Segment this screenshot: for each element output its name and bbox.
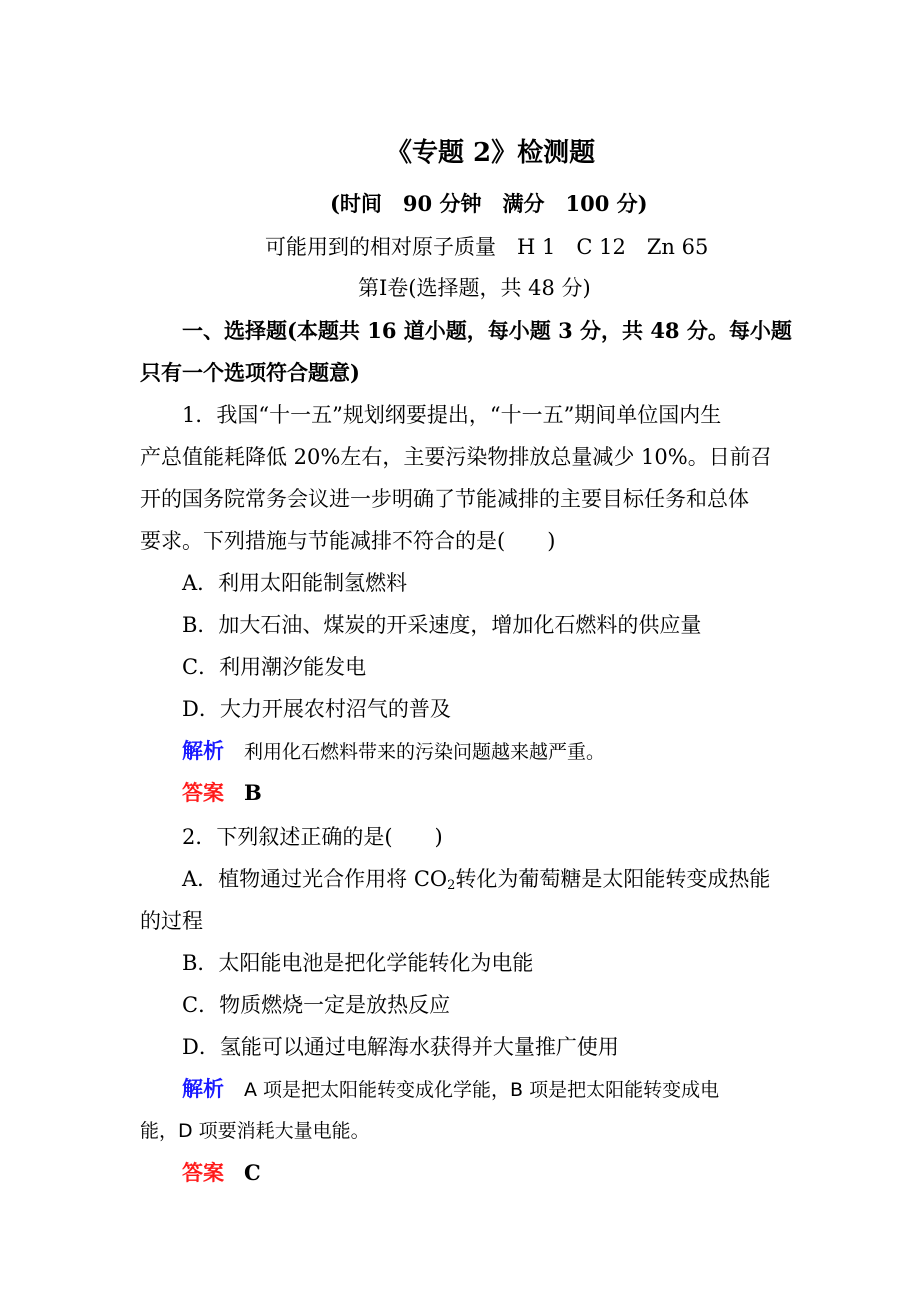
analysis-label: 解析 <box>182 738 224 763</box>
q2-answer-value: C <box>244 1160 261 1185</box>
q2-option-a-post: 转化为葡萄糖是太阳能转变成热能 <box>455 867 771 891</box>
q2-option-a-subscript: 2 <box>447 878 456 893</box>
q2-stem: 2．下列叙述正确的是( ) <box>182 825 443 849</box>
q1-answer <box>182 778 262 808</box>
q2-analysis <box>182 1074 719 1105</box>
answer-label: 答案 <box>182 1160 224 1185</box>
q1-analysis <box>182 736 605 767</box>
instructions-line-1: 一、选择题(本题共 16 道小题，每小题 3 分，共 48 分。每小题 <box>182 318 792 343</box>
q1-option-d: D．大力开展农村沼气的普及 <box>182 697 451 721</box>
q2-option-a-pre: A．植物通过光合作用将 CO <box>182 867 448 891</box>
exam-meta: (时间 90 分钟 满分 100 分) <box>330 191 648 216</box>
q1-stem-line-2: 产总值能耗降低 20%左右，主要污染物排放总量减少 10%。日前召 <box>140 445 772 469</box>
q2-answer <box>182 1158 261 1188</box>
q1-analysis-text: 利用化石燃料带来的污染问题越来越严重。 <box>244 741 606 763</box>
q1-option-b: B．加大石油、煤炭的开采速度，增加化石燃料的供应量 <box>182 613 702 637</box>
q1-stem-line-3: 开的国务院常务会议进一步明确了节能减排的主要目标任务和总体 <box>140 487 749 511</box>
q2-analysis-text-2: 能，D 项要消耗大量电能。 <box>140 1120 370 1142</box>
atomic-masses: 可能用到的相对原子质量 H 1 C 12 Zn 65 <box>265 235 709 259</box>
q1-option-a: A．利用太阳能制氢燃料 <box>182 571 408 595</box>
q1-answer-value: B <box>244 780 262 805</box>
q2-option-a-cont: 的过程 <box>140 909 203 933</box>
q2-option-d: D．氢能可以通过电解海水获得并大量推广使用 <box>182 1035 619 1059</box>
q2-analysis-text-1: A 项是把太阳能转变成化学能，B 项是把太阳能转变成电 <box>244 1079 720 1101</box>
instructions-line-2: 只有一个选项符合题意) <box>140 360 360 385</box>
page-title: 《专题 2》检测题 <box>386 138 596 168</box>
section-heading: 第Ⅰ卷(选择题，共 48 分) <box>358 276 591 300</box>
q2-option-a <box>182 864 770 901</box>
q1-option-c: C．利用潮汐能发电 <box>182 655 367 679</box>
q1-stem-line-4: 要求。下列措施与节能减排不符合的是( ) <box>140 529 556 553</box>
q2-option-b: B．太阳能电池是把化学能转化为电能 <box>182 951 534 975</box>
q1-stem-line-1: 1．我国“十一五”规划纲要提出，“十一五”期间单位国内生 <box>182 403 722 427</box>
answer-label: 答案 <box>182 780 224 805</box>
q2-option-c: C．物质燃烧一定是放热反应 <box>182 993 451 1017</box>
analysis-label: 解析 <box>182 1076 224 1101</box>
